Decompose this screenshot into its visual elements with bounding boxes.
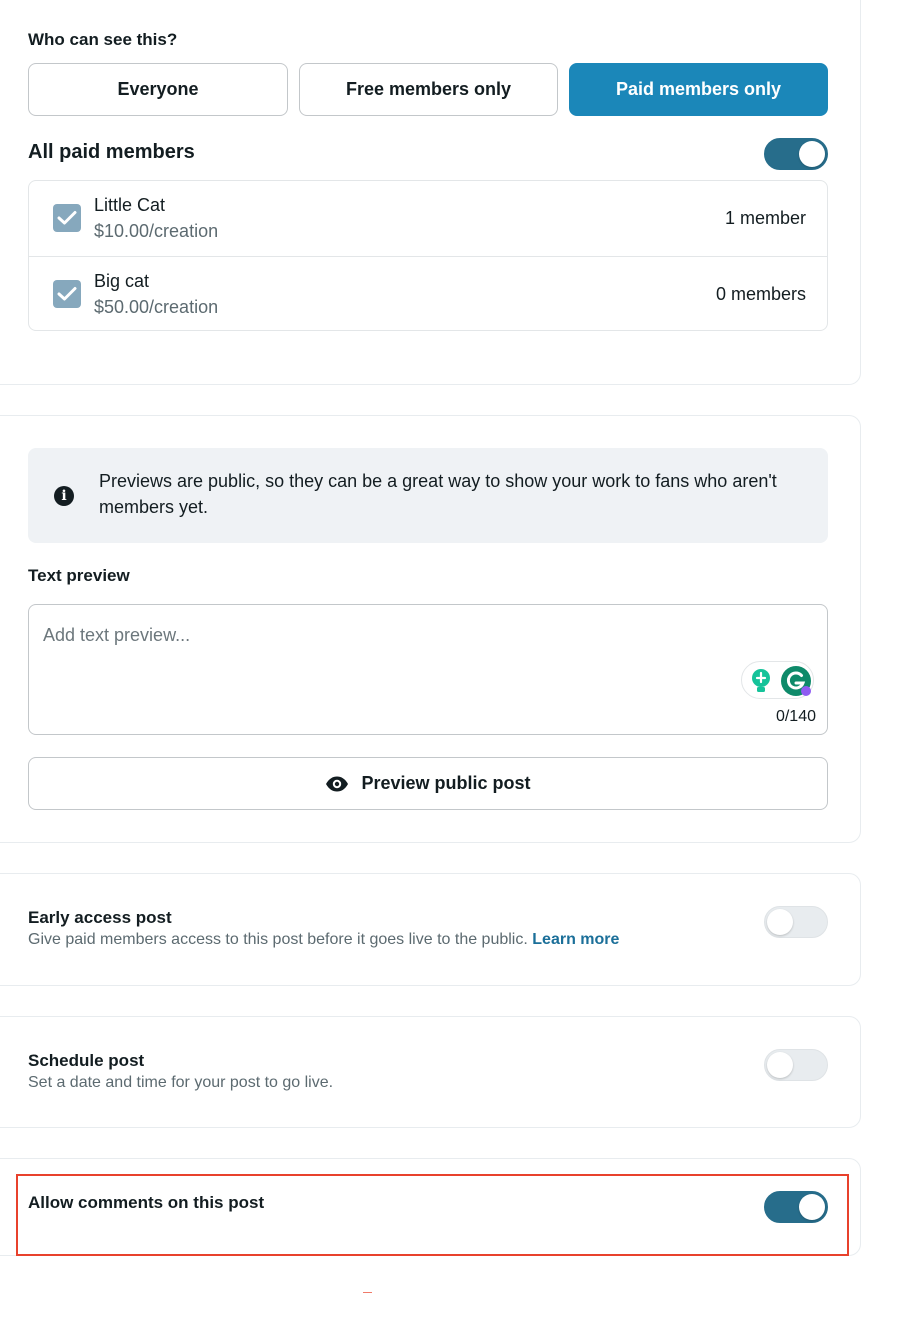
toggle-knob: [767, 1052, 793, 1078]
early-access-toggle[interactable]: [764, 906, 828, 938]
learn-more-link[interactable]: Learn more: [532, 931, 620, 948]
all-paid-members-label: All paid members: [28, 141, 195, 163]
preview-info-banner: [28, 448, 828, 543]
tier-member-count: 1 member: [724, 208, 806, 228]
audience-question: Who can see this?: [28, 30, 178, 49]
preview-info-text: Previews are public, so they can be a great way to show your work to fans who aren't members yet.: [99, 471, 777, 517]
tier-price: $10.00/creation: [94, 221, 219, 241]
schedule-toggle[interactable]: [764, 1049, 828, 1081]
tier-row: [29, 181, 827, 256]
early-access-description: [28, 931, 619, 949]
red-mark: [363, 1292, 372, 1293]
early-access-card: [0, 873, 861, 986]
paid-members-option-button[interactable]: Paid members only: [569, 63, 828, 116]
grammarly-widget[interactable]: [741, 661, 814, 699]
schedule-description: Set a date and time for your post to go live.: [28, 1074, 334, 1091]
character-count: 0/140: [775, 708, 816, 725]
tier-checkbox[interactable]: [53, 280, 81, 308]
tier-member-count: 0 members: [715, 284, 806, 304]
tier-name: Big cat: [94, 271, 150, 291]
check-icon: [57, 286, 77, 302]
text-preview-field: [28, 604, 828, 735]
early-access-title: Early access post: [28, 908, 172, 927]
toggle-knob: [799, 141, 825, 167]
tier-list: [28, 180, 828, 331]
free-members-option-button[interactable]: Free members only: [299, 63, 558, 116]
tier-row: [29, 256, 827, 331]
highlight-box: [16, 1174, 849, 1256]
allow-comments-title: Allow comments on this post: [28, 1193, 265, 1212]
toggle-knob: [767, 909, 793, 935]
everyone-option-button[interactable]: Everyone: [28, 63, 288, 116]
preview-public-post-label: Preview public post: [361, 773, 531, 793]
early-access-description-text: Give paid members access to this post before it goes live to the public.: [28, 931, 528, 948]
text-preview-label: Text preview: [28, 566, 130, 585]
tier-name: Little Cat: [94, 195, 166, 215]
text-preview-input[interactable]: [29, 605, 827, 734]
eye-icon: [325, 776, 349, 792]
grammarly-icon: [780, 665, 812, 697]
all-paid-members-toggle[interactable]: [764, 138, 828, 170]
tier-checkbox[interactable]: [53, 204, 81, 232]
schedule-title: Schedule post: [28, 1051, 145, 1070]
preview-public-post-button[interactable]: [28, 757, 828, 810]
tier-price: $50.00/creation: [94, 297, 219, 317]
check-icon: [57, 210, 77, 226]
lightbulb-icon: [750, 668, 772, 694]
info-icon: i: [54, 486, 74, 506]
schedule-card: [0, 1016, 861, 1128]
